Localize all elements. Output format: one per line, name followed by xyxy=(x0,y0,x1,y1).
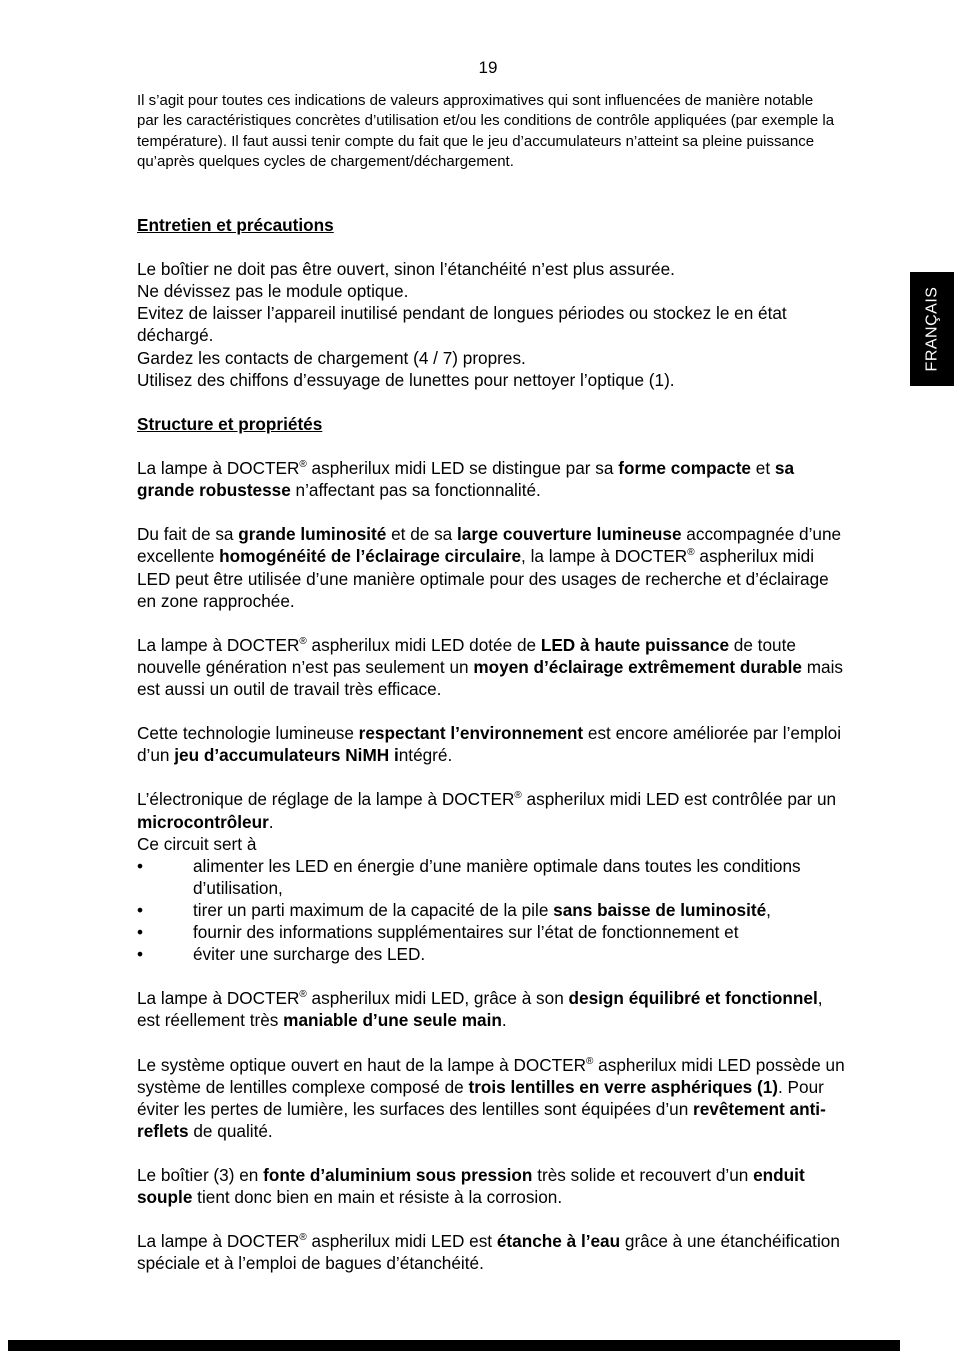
paragraph-led: La lampe à DOCTER® aspherilux midi LED dotée de LED à haute puissance de toute nouvelle génération n’est pas seulement un moyen d’éclairage extrêmement durable mais est aussi un outil de travail très efficace. xyxy=(137,634,844,699)
list-item: • fournir des informations supplémentaires sur l’état de fonctionnement et xyxy=(137,922,739,942)
paragraph-luminosity: Du fait de sa grande luminosité et de sa large couverture lumineuse accompagnée d’une excellente homogénéité de l’éclairage circulaire, la lampe à DOCTER® aspherilux midi LED peut être utilisée d’une manière optimale pour des usages de recherche et d’éclairage en zone rapprochée. xyxy=(137,524,842,611)
paragraph-waterproof: La lampe à DOCTER® aspherilux midi LED est étanche à l’eau grâce à une étanchéification spéciale et à l’emploi de bagues d’étanchéité. xyxy=(137,1231,840,1274)
heading-maintenance: Entretien et précautions xyxy=(137,215,334,235)
maintenance-line: Utilisez des chiffons d’essuyage de lunettes pour nettoyer l’optique (1). xyxy=(137,369,675,390)
maintenance-line: Gardez les contacts de chargement (4 / 7) propres. xyxy=(137,347,526,368)
circuit-functions-list xyxy=(137,855,847,965)
paragraph-optics: Le système optique ouvert en haut de la lampe à DOCTER® aspherilux midi LED possède un système de lentilles complexe composé de trois lentilles en verre asphériques (1). Pour éviter les pertes de lumière, les surfaces des lentilles sont équipées d’un revêtement anti-reflets de qualité. xyxy=(137,1054,845,1141)
language-tab xyxy=(910,272,954,386)
footer-bar xyxy=(8,1340,900,1351)
list-item: • tirer un parti maximum de la capacité de la pile sans baisse de luminosité, xyxy=(137,899,771,920)
main-content xyxy=(137,214,847,1275)
maintenance-line: Ne dévissez pas le module optique. xyxy=(137,281,409,302)
heading-structure: Structure et propriétés xyxy=(137,413,323,434)
page-number: 19 xyxy=(478,58,498,77)
paragraph-electronics: L’électronique de réglage de la lampe à DOCTER® aspherilux midi LED est contrôlée par un microcontrôleur. Ce circuit sert à xyxy=(137,789,837,854)
intro-paragraph: Il s’agit pour toutes ces indications de valeurs approximatives qui sont influencées de manière notable par les caractéristiques concrètes d’utilisation et/ou les conditions de contrôle appliquées (par exemple la température). Il faut aussi tenir compte du fait que le jeu d’accumulateurs n’atteint sa pleine puissance qu’après quelques cycles de chargement/déchargement. xyxy=(137,92,835,170)
paragraph-compact: La lampe à DOCTER® aspherilux midi LED se distingue par sa forme compacte et sa grande robustesse n’affectant pas sa fonctionnalité. xyxy=(137,458,795,501)
language-tab-label: FRANÇAIS xyxy=(923,286,940,372)
maintenance-list xyxy=(137,258,847,391)
list-item: • éviter une surcharge des LED. xyxy=(137,944,426,965)
paragraph-housing: Le boîtier (3) en fonte d’aluminium sous pression très solide et recouvert d’un enduit souple tient donc bien en main et résiste à la corrosion. xyxy=(137,1165,805,1208)
maintenance-line: Evitez de laisser l’appareil inutilisé pendant de longues périodes ou stockez le en état déchargé. xyxy=(137,303,787,346)
list-item: • alimenter les LED en énergie d’une manière optimale dans toutes les conditions d’utilisation, xyxy=(137,855,801,898)
paragraph-design: La lampe à DOCTER® aspherilux midi LED, grâce à son design équilibré et fonctionnel, est réellement très maniable d’une seule main. xyxy=(137,988,823,1031)
paragraph-environment: Cette technologie lumineuse respectant l’environnement est encore améliorée par l’emploi d’un jeu d’accumulateurs NiMH intégré. xyxy=(137,723,842,766)
maintenance-line: Le boîtier ne doit pas être ouvert, sinon l’étanchéité n’est plus assurée. xyxy=(137,259,675,280)
